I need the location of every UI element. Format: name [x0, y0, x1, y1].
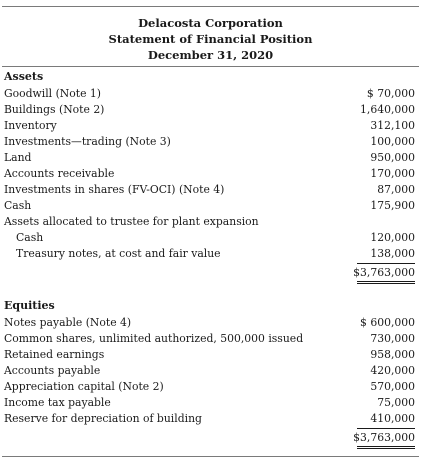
asset-row — [0, 102, 421, 117]
asset-row — [0, 86, 421, 101]
asset-amount: 170,000 — [370, 167, 415, 180]
asset-amount: 120,000 — [370, 231, 415, 244]
asset-row — [0, 246, 421, 261]
asset-row — [0, 182, 421, 197]
subtotal-underline — [357, 263, 415, 264]
equity-row — [0, 363, 421, 378]
subtotal-underline — [357, 428, 415, 429]
asset-row — [0, 214, 421, 229]
asset-label: Treasury notes, at cost and fair value — [16, 247, 221, 260]
assets-total: $3,763,000 — [353, 266, 415, 279]
equity-row — [0, 395, 421, 410]
equities-heading: Equities — [4, 299, 55, 312]
asset-label: Assets allocated to trustee for plant expansion — [4, 215, 259, 228]
asset-row — [0, 150, 421, 165]
equity-label: Notes payable (Note 4) — [4, 316, 132, 329]
equity-label: Common shares, unlimited authorized, 500,000 issued — [4, 332, 304, 345]
company-name: Delacosta Corporation — [138, 16, 283, 30]
asset-amount: 1,640,000 — [360, 103, 415, 116]
asset-label: Goodwill (Note 1) — [4, 87, 101, 100]
equities-total: $3,763,000 — [353, 431, 415, 444]
asset-label: Land — [4, 151, 32, 164]
asset-row — [0, 118, 421, 133]
equity-label: Appreciation capital (Note 2) — [4, 380, 164, 393]
asset-row — [0, 166, 421, 181]
asset-label: Accounts receivable — [4, 167, 115, 180]
equity-label: Reserve for depreciation of building — [4, 412, 202, 425]
asset-amount: 312,100 — [370, 119, 415, 132]
equity-label: Retained earnings — [4, 348, 105, 361]
total-double-underline — [357, 281, 415, 284]
bottom-rule — [2, 456, 419, 457]
asset-amount: 950,000 — [370, 151, 415, 164]
asset-amount: 138,000 — [370, 247, 415, 260]
equity-row — [0, 411, 421, 426]
equity-row — [0, 331, 421, 346]
header-rule — [2, 66, 419, 67]
asset-label: Cash — [16, 231, 44, 244]
statement-date: December 31, 2020 — [147, 48, 274, 62]
assets-total-row — [0, 265, 421, 280]
equities-total-row — [0, 430, 421, 445]
asset-label: Cash — [4, 199, 32, 212]
equity-amount: 730,000 — [370, 332, 415, 345]
total-double-underline — [357, 446, 415, 449]
equity-row — [0, 379, 421, 394]
equity-label: Accounts payable — [4, 364, 101, 377]
assets-heading: Assets — [4, 70, 44, 83]
equity-amount: 958,000 — [370, 348, 415, 361]
statement-title: Statement of Financial Position — [108, 32, 313, 46]
equity-amount: 570,000 — [370, 380, 415, 393]
asset-amount: $ 70,000 — [366, 87, 415, 100]
equity-label: Income tax payable — [4, 396, 111, 409]
equity-amount: $ 600,000 — [360, 316, 415, 329]
asset-row — [0, 134, 421, 149]
asset-row — [0, 230, 421, 245]
equity-amount: 75,000 — [377, 396, 415, 409]
asset-label: Investments—trading (Note 3) — [4, 135, 171, 148]
asset-label: Investments in shares (FV-OCI) (Note 4) — [4, 183, 225, 196]
asset-row — [0, 198, 421, 213]
asset-label: Buildings (Note 2) — [4, 103, 105, 116]
equity-amount: 410,000 — [370, 412, 415, 425]
top-rule — [2, 6, 419, 7]
asset-label: Inventory — [4, 119, 57, 132]
equity-amount: 420,000 — [370, 364, 415, 377]
statement-header — [0, 15, 421, 63]
equity-row — [0, 347, 421, 362]
asset-amount: 175,900 — [370, 199, 415, 212]
asset-amount: 100,000 — [370, 135, 415, 148]
equity-row — [0, 315, 421, 330]
asset-amount: 87,000 — [377, 183, 415, 196]
